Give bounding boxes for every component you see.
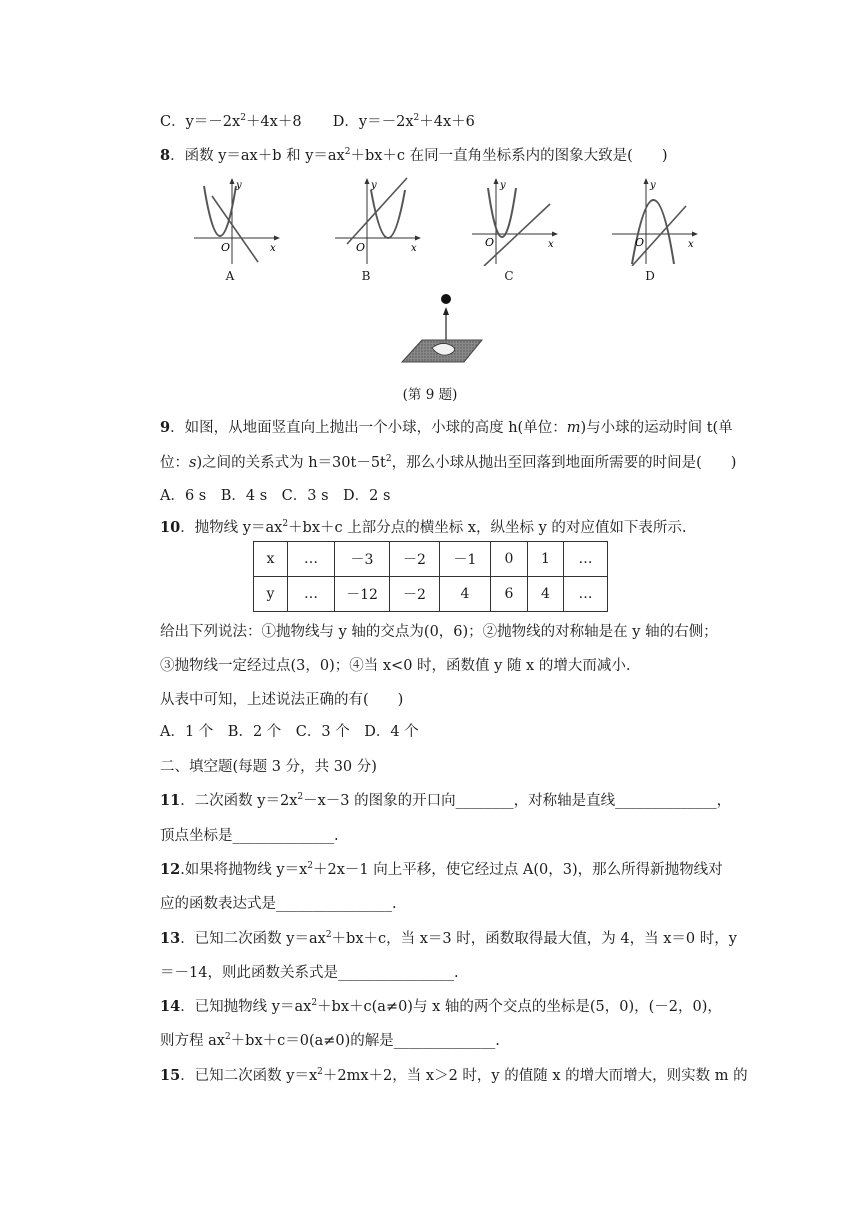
q7-option-d: D．$y=-2x^2+4x+6$: [332, 113, 475, 130]
table-cell: …: [288, 542, 335, 577]
q8-graph-a: [192, 176, 282, 266]
q9-options: A．6 s B．4 s C．3 s D．2 s: [160, 488, 391, 504]
svg-text:y: y: [500, 180, 506, 191]
ball-icon: [441, 294, 451, 304]
q8-graph-d: [610, 176, 700, 266]
q8-graph-c: [470, 176, 560, 266]
svg-text:y: y: [236, 180, 242, 191]
q10-stem: 10．抛物线 $y=ax^2+bx+c$ 上部分点的横坐标 x，纵坐标 y 的对应值如下表所示.: [160, 519, 687, 536]
q10-value-table: [253, 541, 608, 612]
q7-options: [160, 112, 475, 132]
table-cell: －12: [335, 577, 390, 612]
q7-option-c: C．$y=-2x^2+4x+8$: [160, 113, 302, 130]
svg-text:x: x: [270, 243, 276, 254]
table-cell: 6: [491, 577, 528, 612]
q10-statements-1: 给出下列说法：①抛物线与 y 轴的交点为(0，6)；②抛物线的对称轴是在 y 轴的右侧；: [160, 624, 718, 640]
svg-text:x: x: [548, 239, 554, 250]
table-cell: －3: [335, 542, 390, 577]
q10-question: 从表中可知，上述说法正确的有( ): [160, 692, 404, 708]
q8-label-a: A: [225, 269, 235, 283]
svg-text:O: O: [356, 241, 366, 254]
table-cell: －2: [390, 542, 440, 577]
q13-line2: ＝－14，则此函数关系式是________________.: [160, 965, 459, 981]
svg-text:O: O: [635, 236, 645, 249]
table-row: [254, 542, 608, 577]
svg-text:x: x: [688, 239, 694, 250]
q9-stem-line1: 9．如图，从地面竖直向上抛出一个小球，小球的高度 h(单位：m)与小球的运动时间 t(单: [160, 419, 733, 436]
q8-graph-b: [333, 176, 423, 266]
table-cell: 4: [528, 577, 564, 612]
table-cell: x: [254, 542, 288, 577]
q11-line2: 顶点坐标是______________.: [160, 828, 339, 844]
table-cell: …: [564, 542, 608, 577]
q9-caption: (第 9 题): [402, 387, 458, 403]
svg-text:y: y: [371, 180, 377, 191]
q8-label-d: D: [645, 269, 655, 283]
svg-text:O: O: [221, 241, 231, 254]
q8-label-c: C: [504, 269, 514, 283]
q11-line1: 11．二次函数 $y=2x^2-x-3$ 的图象的开口向________，对称轴是直线______________，: [160, 792, 732, 809]
q13-line1: 13．已知二次函数 $y=ax^2+bx+c$，当 x＝3 时，函数取得最大值，为 4，当 x＝0 时，y: [160, 930, 737, 947]
q12-line2: 应的函数表达式是________________.: [160, 896, 397, 912]
q10-statements-2: ③抛物线一定经过点(3，0)；④当 x<0 时，函数值 y 随 x 的增大而减小.: [160, 658, 631, 674]
svg-text:y: y: [650, 180, 656, 191]
table-cell: －2: [390, 577, 440, 612]
q8-stem: 8．函数 y＝ax＋b 和 $y=ax^2+bx+c$ 在同一直角坐标系内的图象大致是( ): [160, 147, 668, 164]
svg-text:x: x: [411, 243, 417, 254]
q9-stem-line2: 位：s)之间的关系式为 $h=30t-5t^2$，那么小球从抛出至回落到地面所需要的时间是( ): [160, 454, 737, 471]
table-cell: －1: [440, 542, 491, 577]
table-cell: 4: [440, 577, 491, 612]
q8-label-b: B: [361, 269, 371, 283]
q14-line1: 14．已知抛物线 $y=ax^2+bx+c(a\ne 0)$与 x 轴的两个交点的坐标是(5，0)，(－2，0)，: [160, 998, 722, 1015]
q14-line2: 则方程 $ax^2+bx+c=0(a\ne 0)$的解是______________.: [160, 1032, 500, 1049]
q10-options: A．1 个 B．2 个 C．3 个 D．4 个: [160, 724, 419, 740]
svg-text:O: O: [485, 236, 495, 249]
q9-figure: [400, 290, 490, 370]
section-2-title: 二、填空题(每题 3 分，共 30 分): [160, 759, 377, 775]
table-cell: 1: [528, 542, 564, 577]
table-cell: …: [564, 577, 608, 612]
table-cell: …: [288, 577, 335, 612]
q12-line1: 12.如果将抛物线 $y=x^2+2x-1$ 向上平移，使它经过点 A(0，3)，那么所得新抛物线对: [160, 861, 723, 878]
table-cell: y: [254, 577, 288, 612]
table-row: [254, 577, 608, 612]
q15-line1: 15．已知二次函数 $y=x^2+2mx+2$，当 x＞2 时，y 的值随 x 的增大而增大，则实数 m 的: [160, 1067, 748, 1084]
table-cell: 0: [491, 542, 528, 577]
